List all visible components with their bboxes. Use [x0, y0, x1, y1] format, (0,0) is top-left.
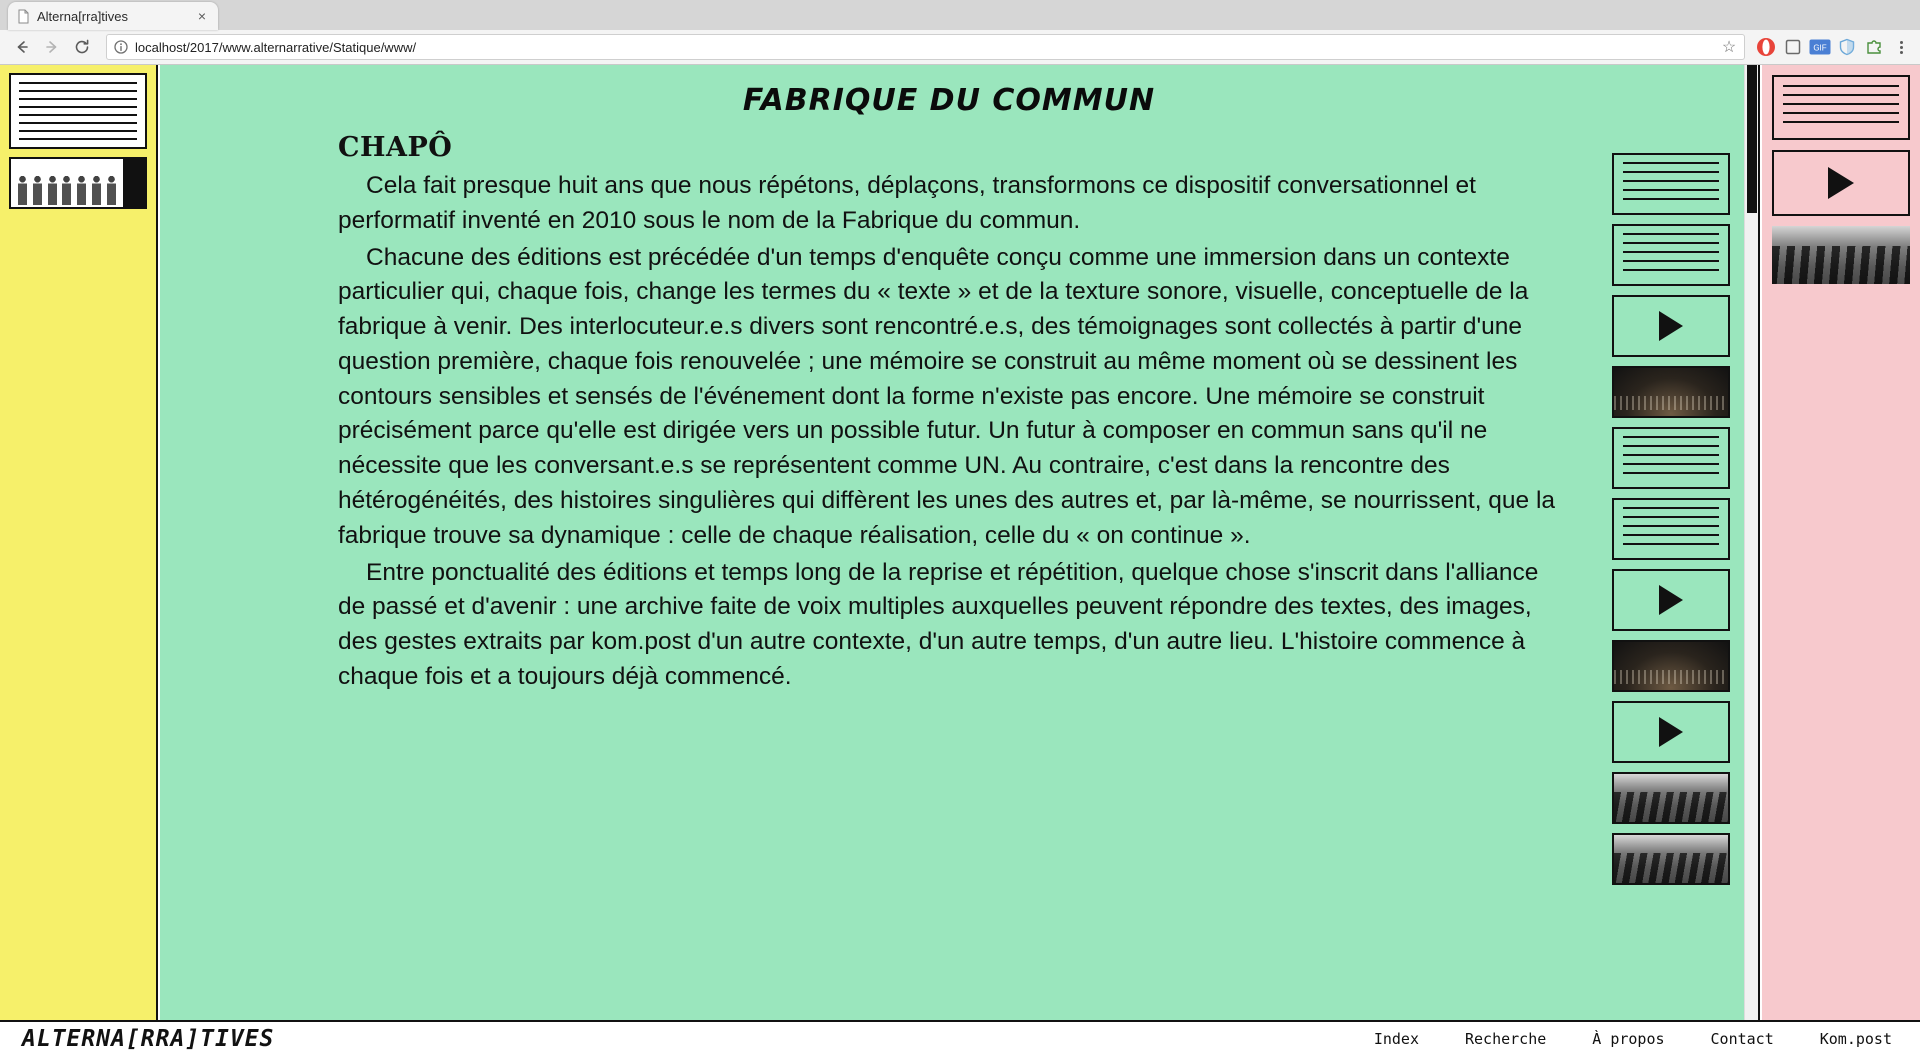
address-bar[interactable]: [106, 34, 1745, 60]
page-title: FABRIQUE DU COMMUN: [742, 83, 1156, 118]
media-photo-thumbnail[interactable]: [1612, 772, 1730, 824]
article-paragraph: Cela fait presque huit ans que nous répétons, déplaçons, transformons ce dispositif conversationnel et performatif inventé en 2010 sous le nom de la Fabrique du commun.: [338, 172, 1476, 234]
media-photo-thumbnail[interactable]: [1612, 640, 1730, 692]
play-icon: [1659, 585, 1683, 615]
section-heading: CHAPÔ: [338, 132, 453, 163]
play-icon: [1828, 167, 1854, 199]
browser-menu-button[interactable]: [1890, 34, 1912, 60]
page-icon: [16, 9, 31, 24]
photo-black-bar: [123, 159, 145, 207]
play-icon: [1659, 717, 1683, 747]
forward-button[interactable]: [38, 33, 66, 61]
media-text-excerpt[interactable]: [1612, 153, 1730, 215]
gif-icon[interactable]: [1808, 35, 1832, 59]
tab-strip: [0, 0, 1920, 30]
media-text-excerpt[interactable]: [1612, 224, 1730, 286]
left-rail-text-thumbnail[interactable]: [9, 73, 147, 149]
left-sidebar: [0, 65, 158, 1020]
footer-link-contact[interactable]: Contact: [1710, 1030, 1774, 1048]
right-rail-photo-thumbnail[interactable]: [1772, 226, 1910, 284]
left-rail-photo-thumbnail[interactable]: [9, 157, 147, 209]
media-photo-thumbnail[interactable]: [1612, 833, 1730, 885]
close-icon[interactable]: ×: [197, 8, 207, 24]
media-video-thumbnail[interactable]: [1612, 295, 1730, 357]
content-scrollbar[interactable]: [1744, 65, 1758, 1020]
back-button[interactable]: [8, 33, 36, 61]
svg-text:GIF: GIF: [1813, 43, 1827, 53]
page-viewport: [0, 65, 1920, 1056]
footer-link-recherche[interactable]: Recherche: [1465, 1030, 1547, 1048]
site-logo[interactable]: ALTERNA[RRA]TIVES: [22, 1026, 275, 1052]
footer-nav: [1374, 1030, 1892, 1048]
right-sidebar: [1762, 65, 1920, 1020]
puzzle-icon[interactable]: [1862, 35, 1886, 59]
media-text-excerpt[interactable]: [1612, 498, 1730, 560]
media-text-excerpt[interactable]: [1612, 427, 1730, 489]
url-text: localhost/2017/www.alternarrative/Statique/www/: [135, 39, 417, 55]
bookmark-star-icon[interactable]: ☆: [1721, 39, 1737, 56]
article-paragraph: Chacune des éditions est précédée d'un temps d'enquête conçu comme une immersion dans un contexte particulier qui, chaque fois, change les termes du « texte » et de la texture sonore, visuelle, conceptuelle de la fabrique à venir. Des interlocuteur.e.s divers sont rencontré.e.s, des témoignages sont collectés à partir d'une question première, chaque fois renouvelée ; une mémoire se construit au même moment où se dessinent les contours sensibles et sensés de l'événement dont la forme n'existe pas encore. Une mémoire se construit précisément parce qu'elle est dirigée vers un possible futur. Un futur à composer en commun sans qu'il ne nécessite que les conversant.e.s se représentent comme UN. Au contraire, c'est dans la rencontre des hétérogénéités, des histoires singulières qui diffèrent les unes des autres et, par là-même, se nourrissent, que la fabrique trouve sa dynamique : celle de chaque réalisation, celle du « on continue ».: [338, 243, 1556, 549]
browser-tab[interactable]: [8, 2, 218, 30]
media-photo-thumbnail[interactable]: [1612, 366, 1730, 418]
article-paragraph: Entre ponctualité des éditions et temps long de la reprise et répétition, quelque chose s'inscrit dans l'alliance de passé et d'avenir : une archive faite de voix multiples auxquelles peuvent répondre des textes, des images, des gestes extraits par kom.post d'un autre contexte, d'un autre temps, d'un autre lieu. L'histoire commence à chaque fois et a toujours déjà commencé.: [338, 558, 1539, 690]
play-icon: [1659, 311, 1683, 341]
tab-title: Alterna[rra]tives: [37, 8, 129, 24]
right-rail-video-thumbnail[interactable]: [1772, 150, 1910, 216]
media-video-thumbnail[interactable]: [1612, 701, 1730, 763]
scrollbar-thumb[interactable]: [1747, 65, 1757, 213]
shield-icon[interactable]: [1835, 35, 1859, 59]
main-content: [160, 65, 1760, 1020]
opera-icon[interactable]: [1754, 35, 1778, 59]
footer-link-index[interactable]: Index: [1373, 1030, 1419, 1048]
footer-link-kompost[interactable]: Kom.post: [1819, 1030, 1892, 1048]
reload-button[interactable]: [68, 33, 96, 61]
browser-toolbar: [0, 30, 1920, 65]
right-rail-text-excerpt[interactable]: [1772, 75, 1910, 140]
media-column: [1612, 153, 1730, 894]
figures-photo: [11, 159, 123, 207]
media-video-thumbnail[interactable]: [1612, 569, 1730, 631]
article: [160, 65, 1600, 697]
browser-chrome: [0, 0, 1920, 65]
footer-link-a-propos[interactable]: À propos: [1592, 1030, 1665, 1048]
site-footer: [0, 1020, 1920, 1056]
square-icon[interactable]: [1781, 35, 1805, 59]
info-icon[interactable]: [113, 39, 129, 55]
